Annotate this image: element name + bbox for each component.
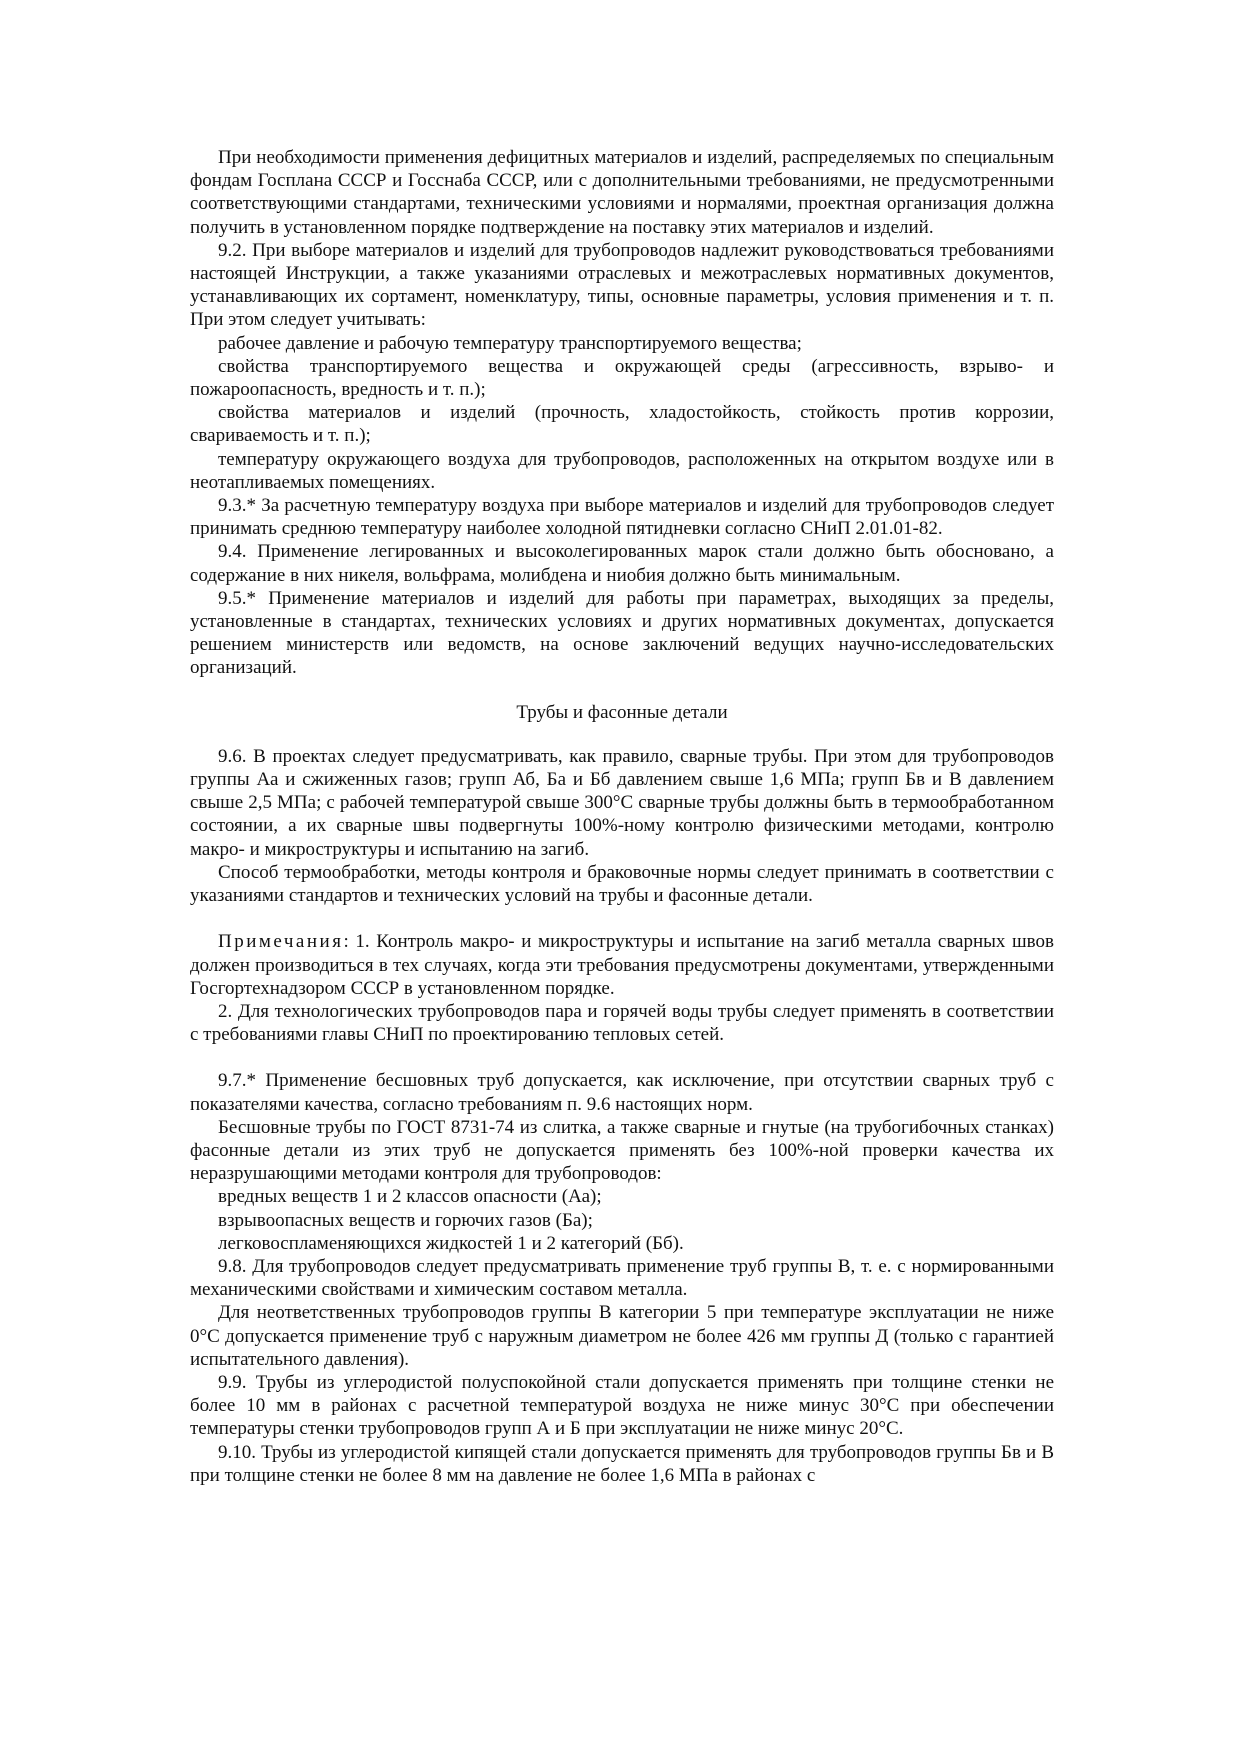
list-item-flammable-bb: легковоспламеняющихся жидкостей 1 и 2 категорий (Бб). <box>218 1232 684 1254</box>
notes-label: Примечания <box>218 931 344 953</box>
list-item-substance-properties: свойства транспортируемого вещества и окружающей среды (агрессивность, взрыво- и пожароопасность, вредность и т. п.); <box>190 355 1054 401</box>
document-page <box>190 146 1054 1487</box>
list-item-ambient-temperature: температуру окружающего воздуха для трубопроводов, расположенных на открытом воздухе или в неотапливаемых помещениях. <box>190 448 1054 493</box>
paragraph-9-9: 9.9. Трубы из углеродистой полуспокойной стали допускается применять при толщине стенки не более 10 мм в районах с расчетной температурой воздуха не ниже минус 30°С при обеспечении температуры стенки трубопроводов групп А и Б при эксплуатации не ниже минус 20°С. <box>190 1371 1054 1440</box>
paragraph-seamless-pipes: Бесшовные трубы по ГОСТ 8731-74 из слитка, а также сварные и гнутые (на трубогибочных станках) фасонные детали из этих труб не допускается применять без 100%-ной проверки качества их неразрушающими методами контроля для трубопроводов: <box>190 1116 1054 1185</box>
paragraph-9-3: 9.3.* За расчетную температуру воздуха при выборе материалов и изделий для трубопроводов следует принимать среднюю температуру наиболее холодной пятидневки согласно СНиП 2.01.01-82. <box>190 495 1054 540</box>
list-item-explosive-ba: взрывоопасных веществ и горючих газов (Ба); <box>218 1209 593 1231</box>
paragraph-9-7: 9.7.* Применение бесшовных труб допускается, как исключение, при отсутствии сварных труб с показателями качества, согласно требованиям п. 9.6 настоящих норм. <box>190 1070 1054 1115</box>
paragraph-deficit-materials: При необходимости применения дефицитных материалов и изделий, распределяемых по специальным фондам Госплана СССР и Госснаба СССР, или с дополнительными требованиями, не предусмотренными соответствующими стандартами, техническими условиями и нормалями, проектная организация должна получить в установленном порядке подтверждение на поставку этих материалов и изделий. <box>190 147 1054 238</box>
paragraph-non-critical-pipelines: Для неответственных трубопроводов группы В категории 5 при температуре эксплуатации не ниже 0°С допускается применение труб с наружным диаметром не более 426 мм группы Д (только с гарантией испытательного давления). <box>190 1302 1054 1370</box>
paragraph-9-2: 9.2. При выборе материалов и изделий для трубопроводов надлежит руководствоваться требованиями настоящей Инструкции, а также указаниями отраслевых и межотраслевых нормативных документов, устанавливающих их сортамент, номенклатуру, типы, основные параметры, условия применения и т. п. При этом следует учитывать: <box>190 239 1054 331</box>
paragraph-9-8: 9.8. Для трубопроводов следует предусматривать применение труб группы В, т. е. с нормированными механическими свойствами и химическим составом металла. <box>190 1255 1054 1301</box>
spacer <box>190 907 1054 930</box>
spacer <box>190 1046 1054 1069</box>
paragraph-9-6: 9.6. В проектах следует предусматривать, как правило, сварные трубы. При этом для трубопроводов группы Аа и сжиженных газов; групп Аб, Ба и Бб давлением свыше 1,6 МПа; групп Бв и В давлением свыше 2,5 МПа; с рабочей температурой свыше 300°С сварные трубы должны быть в термообработанном состоянии, а их сварные швы подвергнуты 100%-ному контролю физическими методами, контролю макро- и микроструктуры и испытанию на загиб. <box>190 745 1054 860</box>
list-item-pressure-temperature: рабочее давление и рабочую температуру транспортируемого вещества; <box>218 332 802 354</box>
list-item-hazard-aa: вредных веществ 1 и 2 классов опасности (Аа); <box>218 1186 602 1208</box>
paragraph-heat-treatment: Способ термообработки, методы контроля и браковочные нормы следует принимать в соответствии с указаниями стандартов и технических условий на трубы и фасонные детали. <box>190 861 1054 907</box>
note-1-text: : 1. Контроль макро- и микроструктуры и испытание на загиб металла сварных швов должен производиться в тех случаях, когда эти требования предусмотрены документами, утвержденными Госгортехнадзором СССР в установленном порядке. <box>190 931 1054 999</box>
list-item-material-properties: свойства материалов и изделий (прочность, хладостойкость, стойкость против коррозии, свариваемость и т. п.); <box>190 402 1054 447</box>
paragraph-9-10: 9.10. Трубы из углеродистой кипящей стали допускается применять для трубопроводов группы Бв и В при толщине стенки не более 8 мм на давление не более 1,6 МПа в районах с <box>190 1441 1054 1486</box>
paragraph-9-5: 9.5.* Применение материалов и изделий для работы при параметрах, выходящих за пределы, установленные в стандартах, технических условиях и других нормативных документах, допускается решением министерств или ведомств, на основе заключений ведущих научно-исследовательских организаций. <box>190 587 1054 679</box>
note-2: 2. Для технологических трубопроводов пара и горячей воды трубы следует применять в соответствии с требованиями главы СНиП по проектированию тепловых сетей. <box>190 1000 1054 1046</box>
note-1 <box>190 930 1054 1000</box>
section-heading: Трубы и фасонные детали <box>516 701 728 723</box>
paragraph-9-4: 9.4. Применение легированных и высоколегированных марок стали должно быть обосновано, а содержание в них никеля, вольфрама, молибдена и ниобия должно быть минимальным. <box>190 541 1054 586</box>
